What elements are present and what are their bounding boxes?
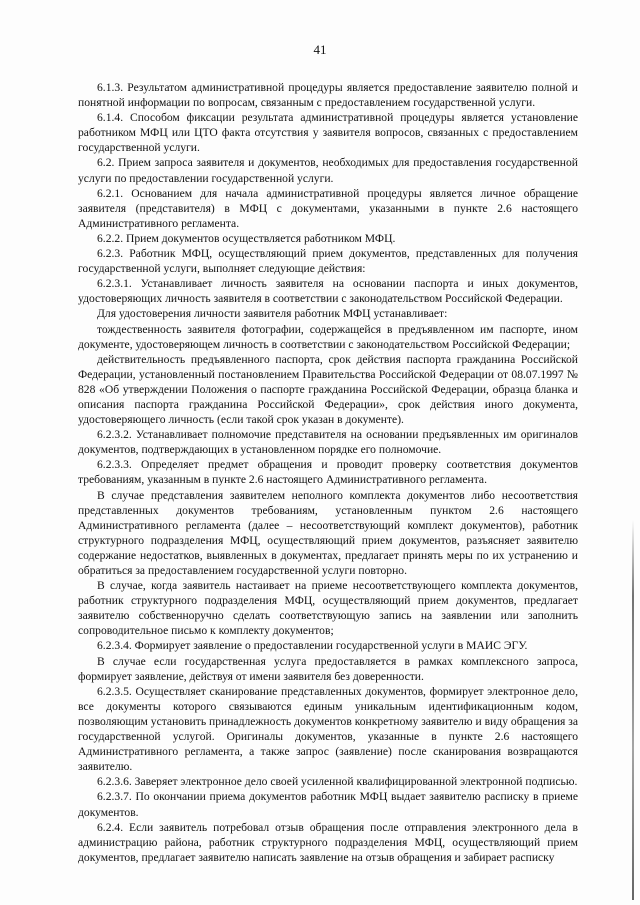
paragraph: 6.2.3.6. Заверяет электронное дело своей усиленной квалифицированной электронной подписью. <box>97 775 578 789</box>
document-body <box>78 80 578 865</box>
paragraph: 6.2.3.4. Формирует заявление о предоставлении государственной услуги в МАИС ЭГУ. <box>97 639 528 653</box>
paragraph: В случае представления заявителем неполного комплекта документов либо несоответствия представленных документов требованиям, установленным пунктом 2.6 настоящего Административного регламента (далее – несоответствующий комплект документов), работник структурного подразделения МФЦ, осуществляющий прием документов, разъясняет заявителю содержание недостатков, выявленных в документах, предлагает принять меры по их устранению и обратиться за предоставлением государственной услуги повторно. <box>78 488 578 577</box>
paragraph: 6.2.3.3. Определяет предмет обращения и проводит проверку соответствия документов требованиям, указанным в пункте 2.6 настоящего Административного регламента. <box>78 458 578 487</box>
paragraph: 6.2.3. Работник МФЦ, осуществляющий прием документов, представленных для получения государственной услуги, выполняет следующие действия: <box>78 247 578 276</box>
scan-edge-shadow <box>632 520 634 900</box>
paragraph: действительность предъявленного паспорта, срок действия паспорта гражданина Российской Федерации, установленный постановлением Правительства Российской Федерации от 08.07.1997 № 828 «Об утверждении Положения о паспорте гражданина Российской Федерации, образца бланка и описания паспорта гражданина Российской Федерации», срок действия иного документа, удостоверяющего личность (если такой срок указан в документе). <box>78 352 578 427</box>
paragraph: 6.2.4. Если заявитель потребовал отзыв обращения после отправления электронного дела в администрацию района, работник структурного подразделения МФЦ, осуществляющий прием документов, предлагает заявителю написать заявление на отзыв обращения и забирает расписку <box>78 820 578 864</box>
paragraph: 6.2.3.5. Осуществляет сканирование представленных документов, формирует электронное дело, все документы которого связываются единым уникальным идентификационным кодом, позволяющим установить принадлежность документов конкретному заявителю и виду обращения за государственной услугой. Оригиналы документов, указанные в пункте 2.6 настоящего Административного регламента, а также запрос (заявление) после сканирования возвращаются заявителю. <box>78 684 578 774</box>
paragraph: 6.2. Прием запроса заявителя и документов, необходимых для предоставления государственной услуги по предоставлении государственной услуги. <box>78 156 578 185</box>
paragraph: 6.1.3. Результатом административной процедуры является предоставление заявителю полной и понятной информации по вопросам, связанным с предоставлением государственной услуги. <box>78 81 578 110</box>
paragraph: 6.2.3.7. По окончании приема документов работник МФЦ выдает заявителю расписку в приеме документов. <box>78 790 578 819</box>
paragraph: 6.2.2. Прием документов осуществляется работником МФЦ. <box>97 231 396 245</box>
paragraph: 6.2.3.1. Устанавливает личность заявителя на основании паспорта и иных документов, удостоверяющих личность заявителя в соответствии с законодательством Российской Федерации. <box>78 277 578 306</box>
paragraph: 6.2.3.2. Устанавливает полномочие представителя на основании предъявленных им оригиналов документов, подтверждающих в установленном порядке его полномочие. <box>78 428 578 457</box>
paragraph: В случае, когда заявитель настаивает на приеме несоответствующего комплекта документов, работник структурного подразделения МФЦ, осуществляющий прием документов, предлагает заявителю собственноручно сделать соответствующую запись на заявлении или заполнить сопроводительное письмо к комплекту документов; <box>78 579 578 638</box>
paragraph: 6.2.1. Основанием для начала административной процедуры является личное обращение заявителя (представителя) в МФЦ с документами, указанными в пункте 2.6 настоящего Административного регламента. <box>78 186 578 230</box>
paragraph: Для удостоверения личности заявителя работник МФЦ устанавливает: <box>97 307 448 321</box>
paragraph: В случае если государственная услуга предоставляется в рамках комплексного запроса, формирует заявление, действуя от имени заявителя без доверенности. <box>78 654 578 683</box>
paragraph: тождественность заявителя фотографии, содержащейся в предъявленном им паспорте, ином документе, удостоверяющем личность в соответствии с законодательством Российской Федерации; <box>78 322 578 351</box>
paragraph: 6.1.4. Способом фиксации результата административной процедуры является установление работником МФЦ или ЦТО факта отсутствия у заявителя вопросов, связанных с предоставлением государственной услуги. <box>78 111 578 155</box>
page-number: 41 <box>313 42 327 57</box>
